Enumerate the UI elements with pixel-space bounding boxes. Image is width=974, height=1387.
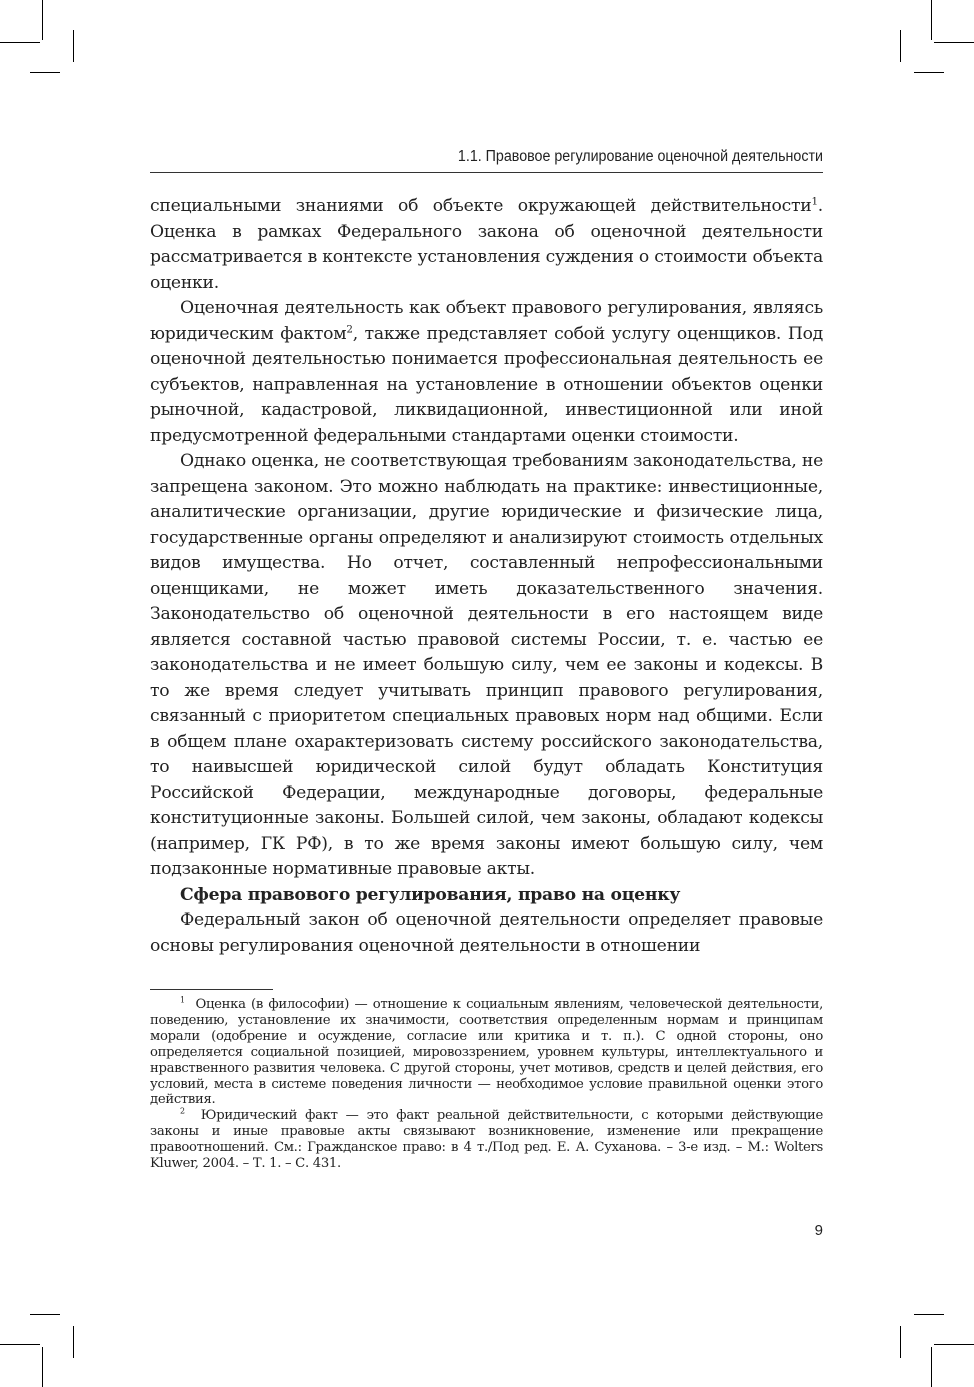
crop-mark <box>931 1347 932 1387</box>
footnotes <box>150 997 823 1172</box>
header-rule <box>150 172 823 173</box>
paragraph <box>150 194 823 296</box>
footnote-ref: 2 <box>346 322 353 335</box>
crop-mark <box>73 30 74 62</box>
paragraph-text: , также представляет собой услугу оценщиков. Под оценочной деятельностью понимается профессиональная деятельность ее субъектов, направленная на установление в отношении объектов оценки рыночной, кадастровой, ликвидационной, инвестиционной или иной предусмотренной федеральными стандартами оценки стоимости. <box>150 323 824 446</box>
footnote-ref: 1 <box>811 195 818 208</box>
crop-mark <box>934 1344 974 1345</box>
crop-mark <box>0 42 40 43</box>
crop-mark <box>914 72 944 73</box>
paragraph: Однако оценка, не соответствующая требованиям законодательства, не запрещена законом. Это можно наблюдать на практике: инвестиционные, аналитические организации, другие юридические и физические лица, государственные органы определяют и анализируют стоимость отдельных видов имущества. Но отчет, составленный непрофессиональными оценщиками, не может иметь доказательственного значения. Законодательство об оценочной деятельности в его настоящем виде является составной частью правовой системы России, т. е. частью ее законодательства и не имеет большую силу, чем ее законы и кодексы. В то же время следует учитывать принцип правового регулирования, связанный с приоритетом специальных правовых норм над общими. Если в общем плане охарактеризовать систему российского законодательства, то наивысшей юридической силой будут обладать Конституция Российской Федерации, международные договоры, федеральные конституционные законы. Большей силой, чем законы, обладают кодексы (например, ГК РФ), в то же время законы имеют большую силу, чем подзаконные нормативные правовые акты. <box>150 451 823 879</box>
crop-mark <box>42 1347 43 1387</box>
crop-mark <box>0 1344 40 1345</box>
paragraph: Федеральный закон об оценочной деятельности определяет правовые основы регулирования оценочной деятельности в отношении <box>150 910 823 956</box>
footnote-mark: 2 <box>180 1106 185 1116</box>
paragraph-text: специальными знаниями об объекте окружающей действительности <box>150 196 812 216</box>
crop-mark <box>900 30 901 62</box>
footnote <box>150 1108 823 1172</box>
crop-mark <box>914 1314 944 1315</box>
footnote-mark: 1 <box>180 995 185 1005</box>
crop-mark <box>42 0 43 40</box>
page-number: 9 <box>814 1222 823 1239</box>
crop-mark <box>73 1326 74 1358</box>
body-text <box>150 194 823 959</box>
footnote-rule <box>150 989 273 990</box>
paragraph-text: Оценочная деятельность как объект правового регулирования, являясь юридическим фактом <box>150 298 823 344</box>
running-head: 1.1. Правовое регулирование оценочной деятельности <box>457 148 823 165</box>
crop-mark <box>30 1314 60 1315</box>
crop-mark <box>934 42 974 43</box>
paragraph <box>150 296 823 449</box>
paragraph-text: . Оценка в рамках Федерального закона об оценочной деятельности рассматривается в контексте установления суждения о стоимости объекта оценки. <box>150 196 823 293</box>
footnote-text: Оценка (в философии) — отношение к социальным явлениям, человеческой деятельности, поведению, установление их значимости, соответствия определенным нормам и принципам морали (одобрение и осуждение, согласие или критика и т. п.). С одной стороны, оно определяется социальной позицией, мировоззрением, уровнем культуры, интеллектуального и нравственного развития человека. С другой стороны, учет мотивов, средств и целей действия, его условий, места в системе поведения личности — необходимое условие правильной оценки этого действия. <box>150 997 823 1108</box>
crop-mark <box>900 1326 901 1358</box>
section-subheading: Сфера правового регулирования, право на оценку <box>180 884 681 905</box>
footnote-text: Юридический факт — это факт реальной действительности, с которыми действующие законы и иные правовые акты связывают возникновение, изменение или прекращение правоотношений. См.: Гражданское право: в 4 т./Под ред. Е. А. Суханова. – 3-е изд. – М.: Wolters Kluwer, 2004. – Т. 1. – С. 431. <box>150 1108 823 1172</box>
footnote <box>150 997 823 1108</box>
crop-mark <box>30 72 60 73</box>
crop-mark <box>931 0 932 40</box>
